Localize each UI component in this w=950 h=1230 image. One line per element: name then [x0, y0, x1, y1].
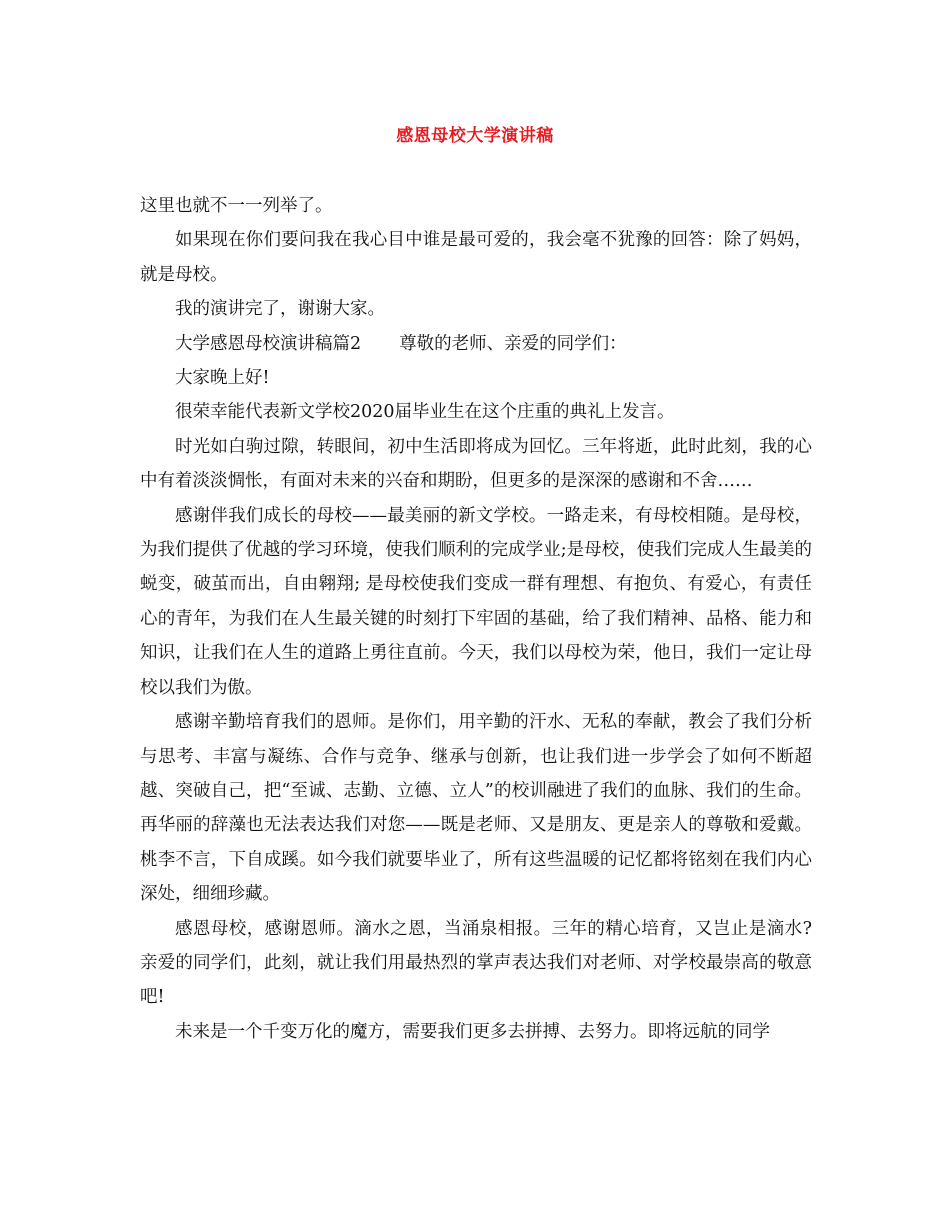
document-body	[140, 189, 812, 1049]
paragraph-2: 如果现在你们要问我在我心目中谁是最可爱的，我会毫不犹豫的回答：除了妈妈，就是母校。	[140, 230, 812, 285]
document-title: 感恩母校大学演讲稿	[396, 126, 554, 146]
paragraph-4: 大家晚上好!	[175, 368, 270, 389]
salutation: 尊敬的老师、亲爱的同学们：	[399, 333, 627, 354]
paragraph-8: 感谢辛勤培育我们的恩师。是你们，用辛勤的汗水、无私的奉献，教会了我们分析与思考、丰富与凝练、合作与竞争、继承与创新，也让我们进一步学会了如何不断超越、突破自己，把“至诚、志勤、立德、立人”的校训融进了我们的血脉、我们的生命。再华丽的辞藻也无法表达我们对您——既是老师、又是朋友、更是亲人的尊敬和爱戴。桃李不言，下自成蹊。如今我们就要毕业了，所有这些温暖的记忆都将铭刻在我们内心深处，细细珍藏。	[140, 712, 812, 905]
paragraph-1: 这里也就不一一列举了。	[140, 196, 333, 216]
section-heading-line	[140, 327, 812, 361]
paragraph-7: 感谢伴我们成长的母校——最美丽的新文学校。一路走来，有母校相随。是母校，为我们提供了优越的学习环境，使我们顺利的完成学业;是母校，使我们完成人生最美的蜕变，破茧而出，自由翱翔; 是母校使我们变成一群有理想、有抱负、有爱心，有责任心的青年，为我们在人生最关键的时刻打下牢固的基础，给了我们精神、品格、能力和知识，让我们在人生的道路上勇往直前。今天，我们以母校为荣，他日，我们一定让母校以我们为傲。	[140, 505, 812, 698]
paragraph-6: 时光如白驹过隙，转眼间，初中生活即将成为回忆。三年将逝，此时此刻，我的心中有着淡淡惆怅，有面对未来的兴奋和期盼，但更多的是深深的感谢和不舍……	[140, 436, 812, 492]
paragraph-10: 未来是一个千变万化的魔方，需要我们更多去拼搏、去努力。即将远航的同学	[175, 1021, 770, 1042]
paragraph-3: 我的演讲完了，谢谢大家。	[175, 299, 385, 320]
section-heading: 大学感恩母校演讲稿篇2	[175, 333, 362, 354]
paragraph-9: 感恩母校，感谢恩师。滴水之恩，当涌泉相报。三年的精心培育，又岂止是滴水?亲爱的同学们，此刻，就让我们用最热烈的掌声表达我们对老师、对学校最崇高的敬意吧!	[140, 918, 812, 1008]
paragraph-5: 很荣幸能代表新文学校2020届毕业生在这个庄重的典礼上发言。	[175, 402, 675, 423]
